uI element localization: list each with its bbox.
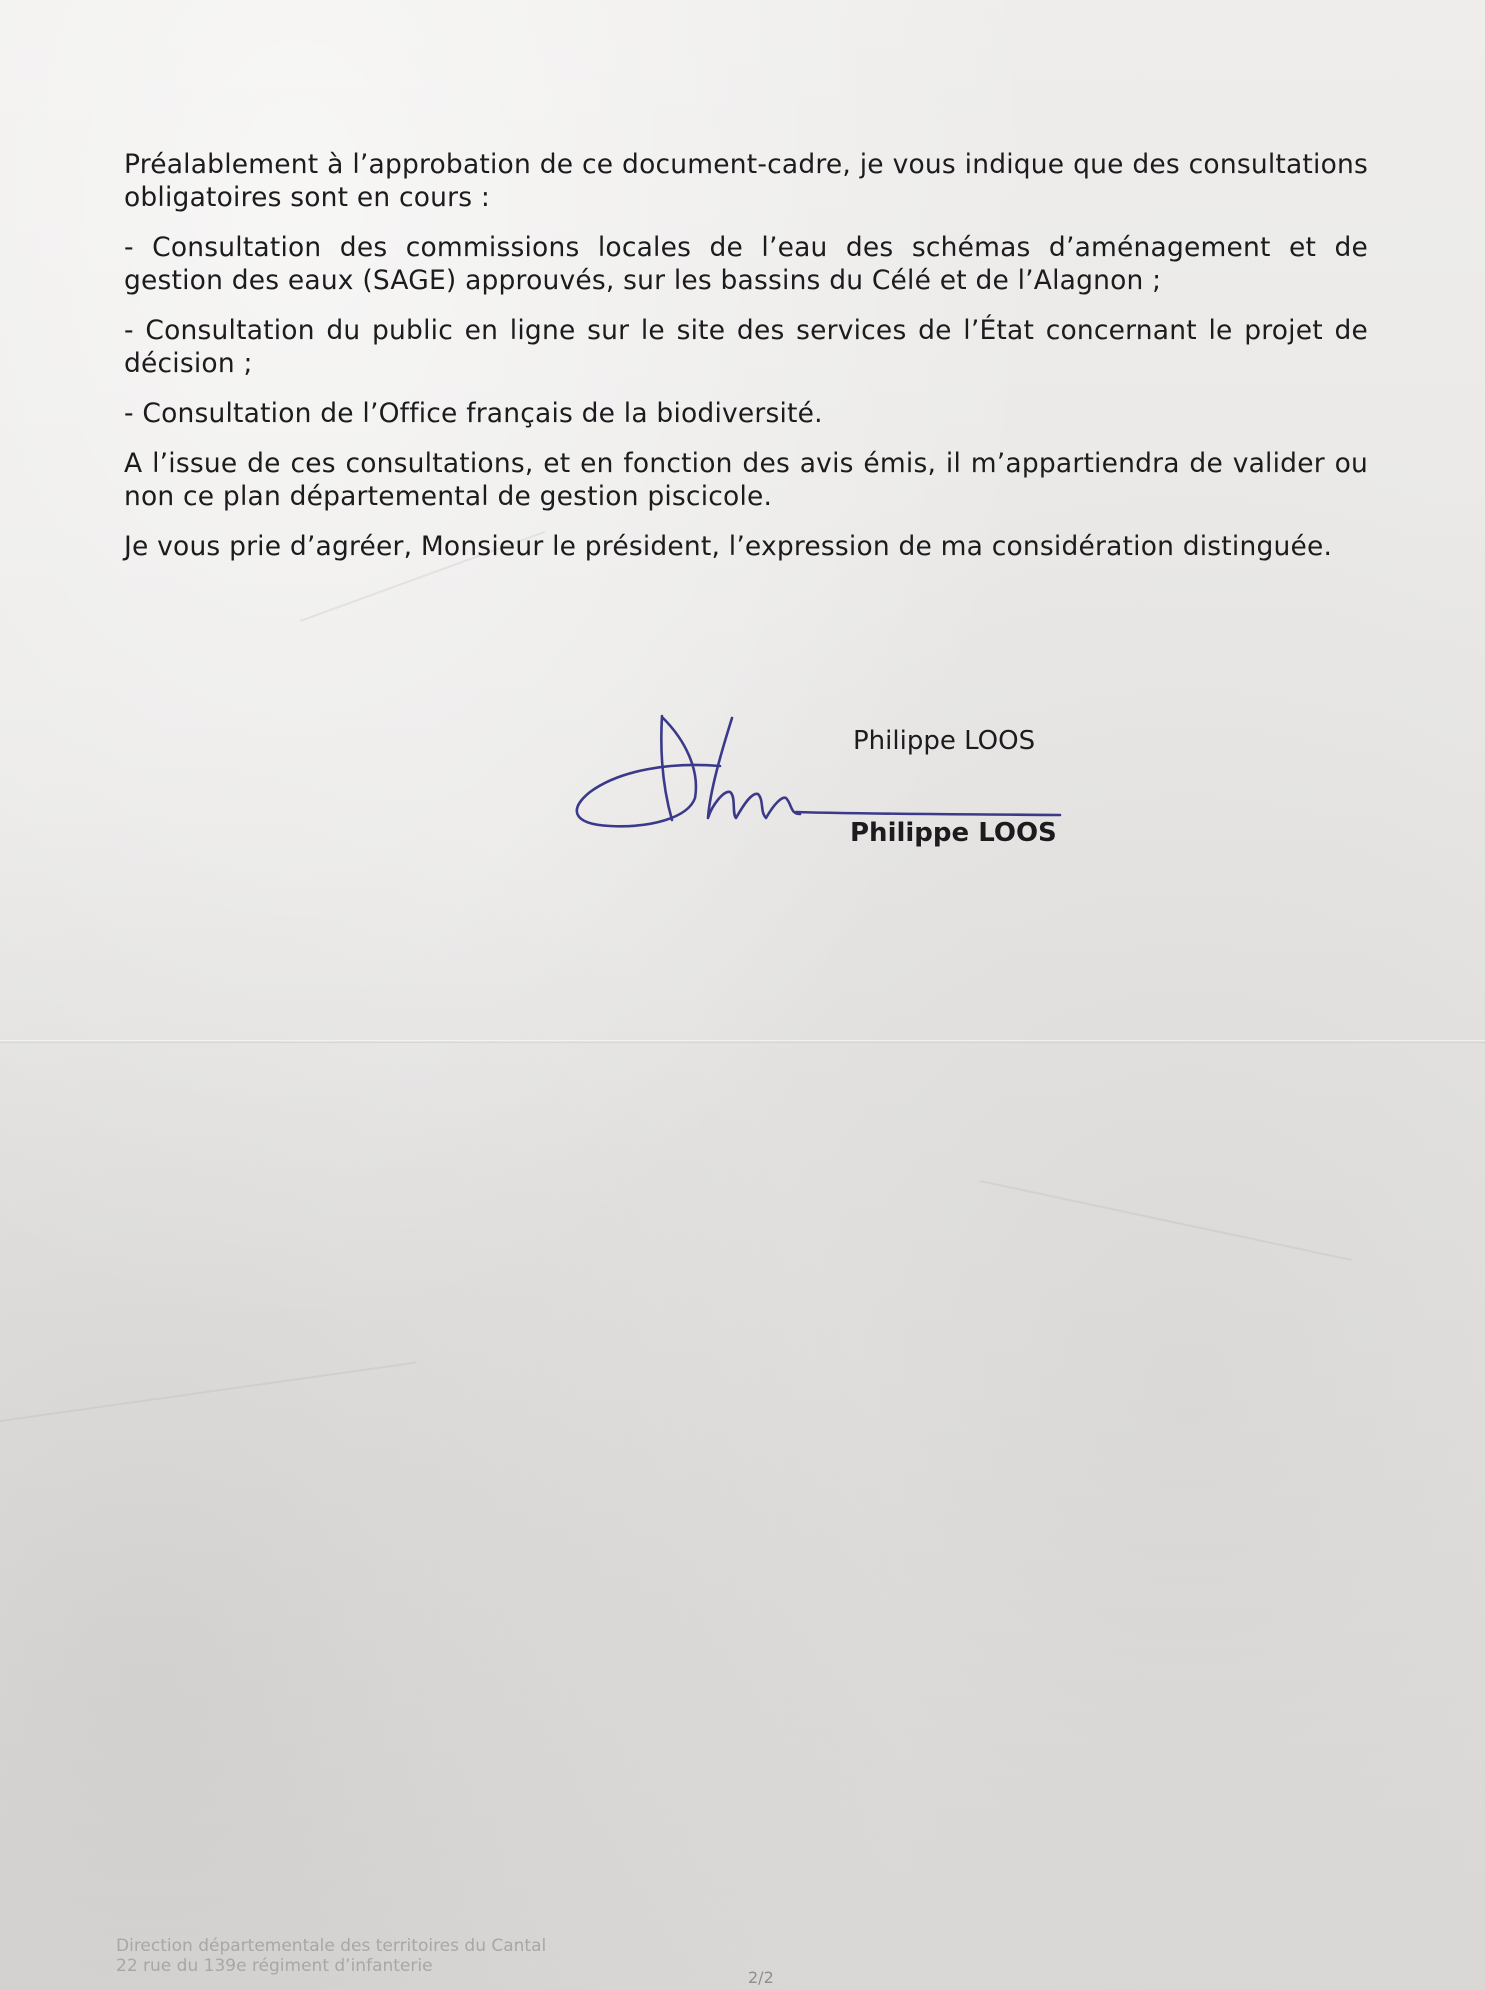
paragraph-intro: Préalablement à l’approbation de ce document-cadre, je vous indique que des consultations obligatoires sont en cours :	[124, 149, 1368, 213]
paper-fold-line	[0, 1040, 1485, 1043]
footer-address: 22 rue du 139e régiment d’infanterie	[116, 1956, 433, 1976]
letter-body	[124, 148, 1368, 580]
paragraph-consultation-sage: - Consultation des commissions locales de l’eau des schémas d’aménagement et de gestion des eaux (SAGE) approuvés, sur les bassins du Célé et de l’Alagnon ;	[124, 232, 1368, 296]
paragraph-consultation-public: - Consultation du public en ligne sur le site des services de l’État concernant le projet de décision ;	[124, 315, 1368, 379]
page-number: 2/2	[748, 1968, 774, 1987]
signature-block	[560, 700, 1120, 860]
signer-name-under-signature: Philippe LOOS	[850, 818, 1057, 848]
footer-organisation: Direction départementale des territoires du Cantal	[116, 1936, 547, 1956]
paragraph-closing: Je vous prie d’agréer, Monsieur le président, l’expression de ma considération distinguée.	[124, 531, 1333, 562]
paragraph-outcome: A l’issue de ces consultations, et en fonction des avis émis, il m’appartiendra de valider ou non ce plan départemental de gestion piscicole.	[124, 448, 1368, 512]
paper-crease	[980, 1180, 1352, 1261]
letter-footer	[116, 1936, 546, 1976]
paper-crease	[0, 1362, 416, 1422]
paragraph-consultation-ofb: - Consultation de l’Office français de la biodiversité.	[124, 398, 823, 429]
signer-name-printed: Philippe LOOS	[853, 726, 1036, 756]
